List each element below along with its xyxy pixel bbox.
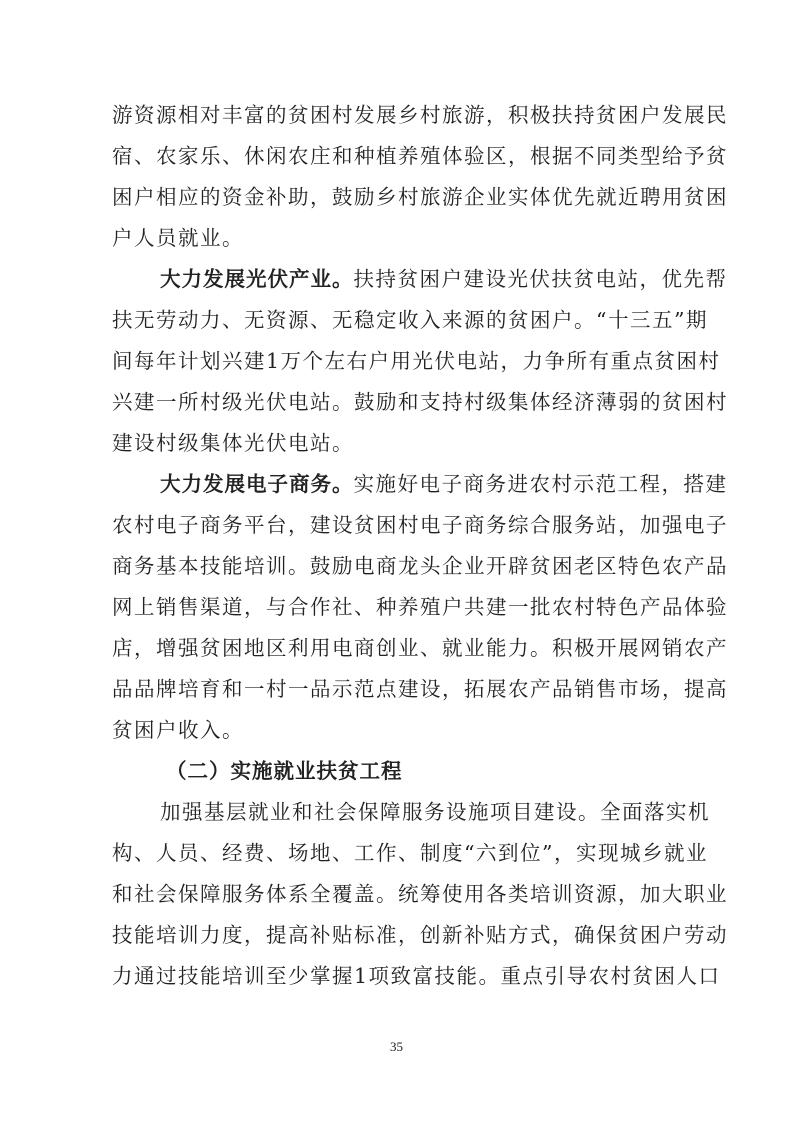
paragraph-employment-line-4: 技能培训力度，提高补贴标准，创新补贴方式，确保贫困户劳动 [112, 923, 728, 947]
section-heading: （二）实施就业扶贫工程 [166, 759, 403, 783]
paragraph-employment-line-2: 构、人员、经费、场地、工作、制度“六到位”，实现城乡就业 [112, 841, 708, 865]
paragraph-solar-line-1 [160, 265, 740, 293]
paragraph-ecommerce-line-2: 农村电子商务平台，建设贫困村电子商务综合服务站，加强电子 [112, 513, 728, 537]
paragraph-ecommerce-line-7: 贫困户收入。 [112, 718, 244, 742]
paragraph-solar-line-5: 建设村级集体光伏电站。 [112, 431, 354, 455]
paragraph-solar-line-3: 间每年计划兴建1万个左右户用光伏电站，力争所有重点贫困村 [112, 349, 721, 373]
paragraph-employment-line-3: 和社会保障服务体系全覆盖。统筹使用各类培训资源，加大职业 [112, 882, 728, 906]
paragraph-ecommerce-line-5: 店，增强贫困地区利用电商创业、就业能力。积极开展网销农产 [112, 636, 728, 660]
paragraph-ecommerce-heading: 大力发展电子商务。 [160, 472, 354, 496]
paragraph-ecommerce-line-6: 品品牌培育和一村一品示范点建设，拓展农产品销售市场，提高 [112, 677, 728, 701]
paragraph-employment-line-5: 力通过技能培训至少掌握1项致富技能。重点引导农村贫困人口 [112, 964, 721, 988]
paragraph-tourism-line-2: 宿、农家乐、休闲农庄和种植养殖体验区，根据不同类型给予贫 [112, 144, 728, 168]
paragraph-ecommerce-line-1 [160, 470, 740, 498]
paragraph-employment-line-1: 加强基层就业和社会保障服务设施项目建设。全面落实机 [160, 800, 710, 824]
paragraph-solar-line-2: 扶无劳动力、无资源、无稳定收入来源的贫困户。“十三五”期 [112, 308, 708, 332]
paragraph-ecommerce-line-4: 网上销售渠道，与合作社、种养殖户共建一批农村特色产品体验 [112, 595, 728, 619]
page-number: 35 [390, 1039, 403, 1054]
paragraph-tourism-line-3: 困户相应的资金补助，鼓励乡村旅游企业实体优先就近聘用贫困 [112, 185, 728, 209]
paragraph-tourism-line-4: 户人员就业。 [112, 226, 244, 250]
paragraph-ecommerce-line-1-text: 实施好电子商务进农村示范工程，搭建 [353, 472, 728, 496]
paragraph-solar-heading: 大力发展光伏产业。 [160, 267, 354, 291]
paragraph-tourism-line-1: 游资源相对丰富的贫困村发展乡村旅游，积极扶持贫困户发展民 [112, 103, 728, 127]
paragraph-ecommerce-line-3: 商务基本技能培训。鼓励电商龙头企业开辟贫困老区特色农产品 [112, 554, 728, 578]
paragraph-solar-line-1-text: 扶持贫困户建设光伏扶贫电站，优先帮 [353, 267, 728, 291]
paragraph-solar-line-4: 兴建一所村级光伏电站。鼓励和支持村级集体经济薄弱的贫困村 [112, 390, 728, 414]
